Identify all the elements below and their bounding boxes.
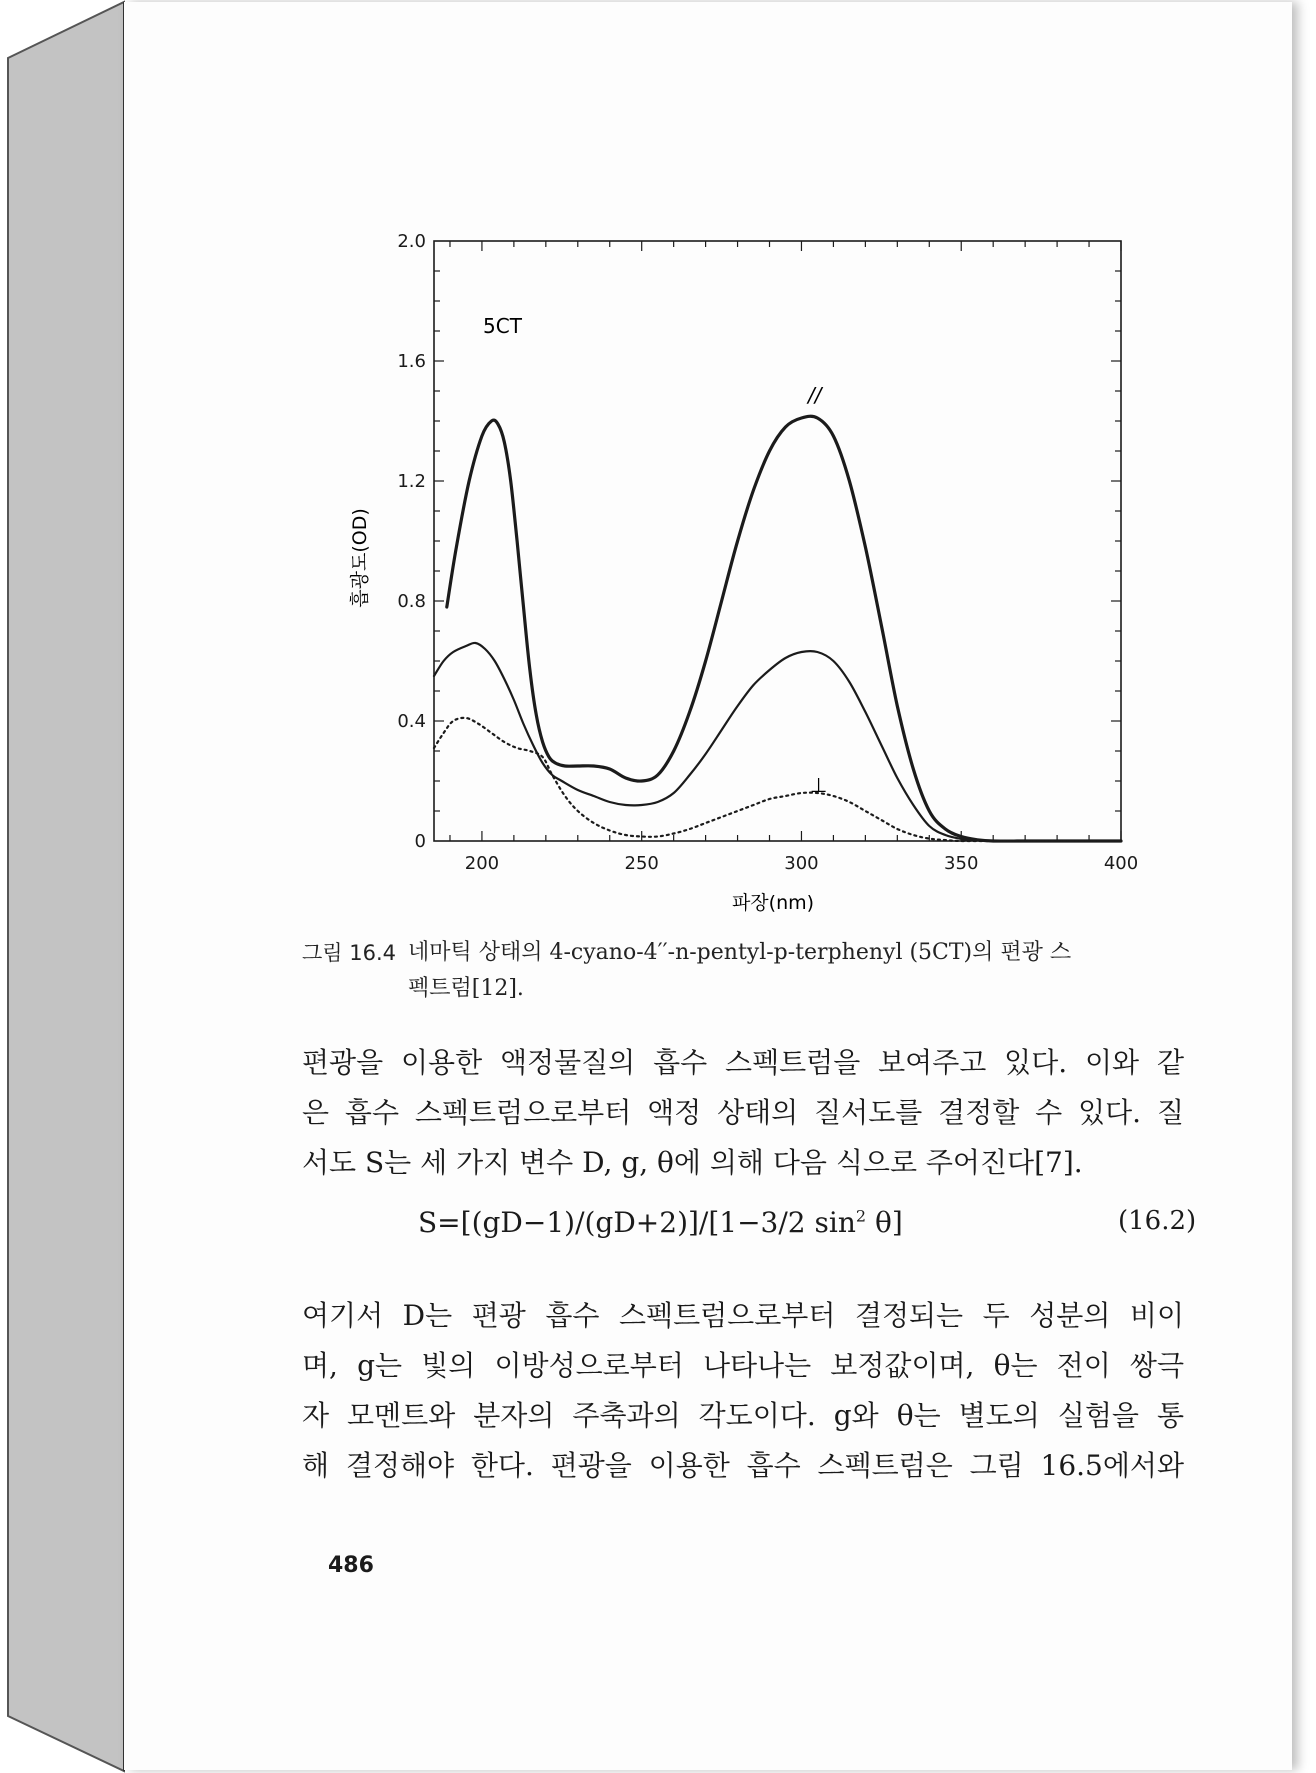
perpendicular-label: ⊥ (810, 773, 828, 797)
y-axis-label: 흡광도(OD) (349, 508, 371, 608)
y-tick-label: 1.6 (397, 351, 426, 372)
y-tick-label: 0 (414, 831, 426, 852)
text-line: 며, g는 빛의 이방성으로부터 나타나는 보정값이며, θ는 전이 쌍극 (302, 1349, 1184, 1382)
x-tick-label: 400 (1103, 853, 1139, 874)
equation (418, 1206, 903, 1239)
series-line-unpolarized (434, 643, 1121, 841)
text-line: 해 결정해야 한다. 편광을 이용한 흡수 스펙트럼은 그림 16.5에서와 (302, 1449, 1184, 1482)
x-axis-label: 파장(nm) (731, 892, 815, 914)
equation-body: S=[(gD−1)/(gD+2)]/[1−3/2 sin (418, 1206, 856, 1239)
equation-tail: θ] (866, 1206, 903, 1239)
x-tick-label: 250 (624, 853, 659, 874)
x-tick-label: 350 (944, 853, 979, 874)
series-line-parallel (447, 416, 1121, 841)
text-line: 여기서 D는 편광 흡수 스펙트럼으로부터 결정되는 두 성분의 비이 (302, 1299, 1184, 1332)
paragraph-1 (302, 1038, 1184, 1188)
y-tick-label: 0.4 (397, 711, 426, 732)
x-tick-label: 200 (464, 853, 500, 874)
paragraph-2 (302, 1291, 1184, 1491)
page-number: 486 (328, 1553, 374, 1578)
y-tick-label: 2.0 (397, 231, 426, 252)
text-line: 은 흡수 스펙트럼으로부터 액정 상태의 질서도를 결정할 수 있다. 질 (302, 1096, 1184, 1129)
chart-series (434, 416, 1121, 841)
equation-superscript: 2 (855, 1206, 867, 1226)
caption-line: 네마틱 상태의 4-cyano-4′′-n-pentyl-p-terphenyl (5CT)의 편광 스 (408, 940, 1072, 965)
text-line: 편광을 이용한 액정물질의 흡수 스펙트럼을 보여주고 있다. 이와 같 (302, 1046, 1184, 1079)
text-line: 자 모멘트와 분자의 주축과의 각도이다. g와 θ는 별도의 실험을 통 (302, 1399, 1184, 1432)
text-line: 서도 S는 세 가지 변수 D, g, θ에 의해 다음 식으로 주어진다[7]. (302, 1146, 1083, 1179)
sample-label: 5CT (483, 314, 522, 338)
caption-line: 펙트럼[12]. (408, 976, 524, 1001)
series-line-perpendicular (434, 718, 1121, 841)
y-tick-label: 1.2 (397, 471, 426, 492)
caption-label: 그림 16.4 (302, 941, 397, 965)
x-tick-label: 300 (784, 853, 819, 874)
equation-number: (16.2) (1118, 1206, 1197, 1236)
y-tick-label: 0.8 (397, 591, 426, 612)
parallel-label: // (808, 383, 822, 407)
